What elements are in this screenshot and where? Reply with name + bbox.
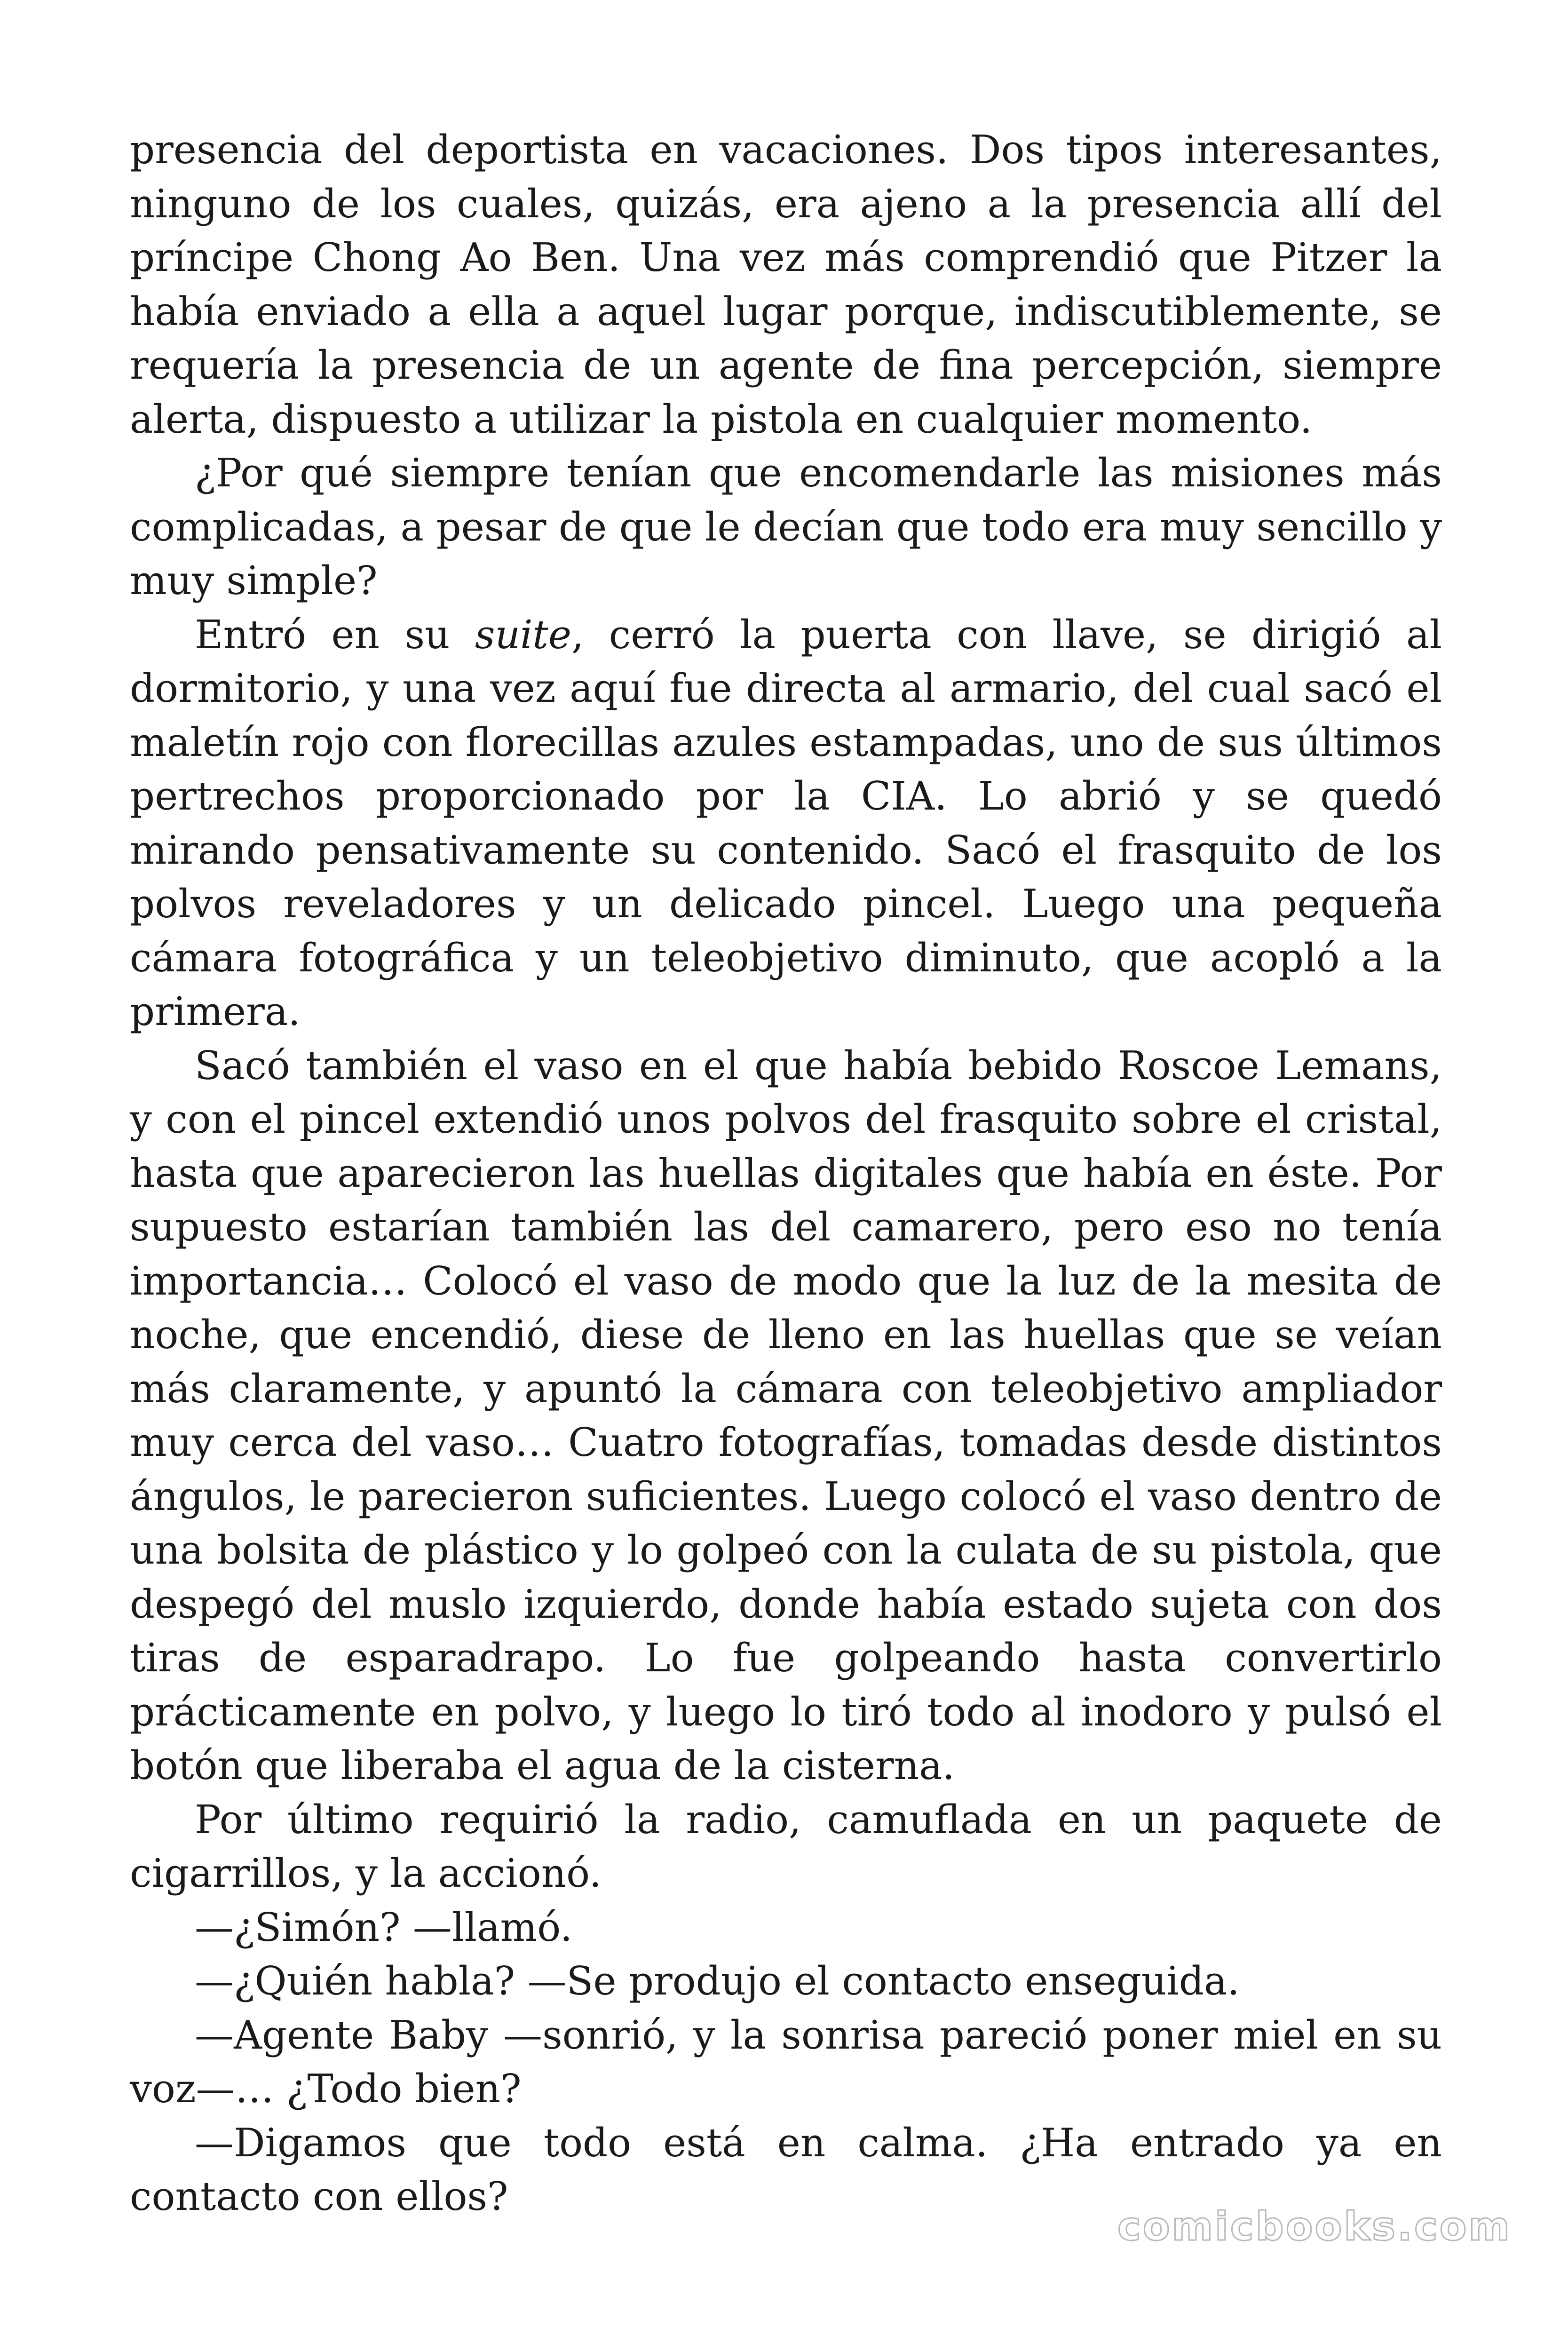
paragraph <box>130 446 1442 608</box>
paragraph-text: —Digamos que todo está en calma. ¿Ha entrado ya en contacto con ellos? <box>130 2120 1442 2219</box>
dialogue-line <box>130 1955 1442 2009</box>
paragraph <box>130 1793 1442 1901</box>
paragraph-text: —¿Quién habla? —Se produjo el contacto enseguida. <box>195 1958 1240 2004</box>
paragraph <box>130 1039 1442 1793</box>
italic-word: suite <box>475 612 571 658</box>
dialogue-line <box>130 2009 1442 2116</box>
paragraph-text: Entró en su <box>195 612 475 658</box>
watermark: comicbooks.com <box>1117 2203 1512 2249</box>
paragraph-text: ¿Por qué siempre tenían que encomendarle las misiones más complicadas, a pesar de que le decían que todo era muy sencillo y muy simple? <box>130 450 1442 604</box>
paragraph <box>130 123 1442 446</box>
paragraph-text: —Agente Baby —sonrió, y la sonrisa pareció poner miel en su voz—… ¿Todo bien? <box>130 2012 1442 2112</box>
dialogue-line <box>130 1901 1442 1955</box>
paragraph-text: , cerró la puerta con llave, se dirigió al dormitorio, y una vez aquí fue directa al armario, del cual sacó el maletín rojo con florecillas azules estampadas, uno de sus últimos pertrechos proporcionado por la CIA. Lo abrió y se quedó mirando pensativamente su contenido. Sacó el frasquito de los polvos reveladores y un delicado pincel. Luego una pequeña cámara fotográfica y un teleobjetivo diminuto, que acopló a la primera. <box>130 612 1442 1034</box>
document-page <box>130 123 1442 2224</box>
paragraph-text: —¿Simón? —llamó. <box>195 1904 573 1950</box>
paragraph <box>130 608 1442 1039</box>
paragraph-text: Por último requirió la radio, camuflada en un paquete de cigarrillos, y la accionó. <box>130 1796 1442 1896</box>
paragraph-text: presencia del deportista en vacaciones. Dos tipos interesantes, ninguno de los cuales, quizás, era ajeno a la presencia allí del príncipe Chong Ao Ben. Una vez más comprendió que Pitzer la había enviado a ella a aquel lugar porque, indiscutiblemente, se requería la presencia de un agente de fina percepción, siempre alerta, dispuesto a utilizar la pistola en cualquier momento. <box>130 127 1442 442</box>
paragraph-text: Sacó también el vaso en el que había bebido Roscoe Lemans, y con el pincel extendió unos polvos del frasquito sobre el cristal, hasta que aparecieron las huellas digitales que había en éste. Por supuesto estarían también las del camarero, pero eso no tenía importancia… Colocó el vaso de modo que la luz de la mesita de noche, que encendió, diese de lleno en las huellas que se veían más claramente, y apuntó la cámara con teleobjetivo ampliador muy cerca del vaso… Cuatro fotografías, tomadas desde distintos ángulos, le parecieron suficientes. Luego colocó el vaso dentro de una bolsita de plástico y lo golpeó con la culata de su pistola, que despegó del muslo izquierdo, donde había estado sujeta con dos tiras de esparadrapo. Lo fue golpeando hasta convertirlo prácticamente en polvo, y luego lo tiró todo al inodoro y pulsó el botón que liberaba el agua de la cisterna. <box>130 1042 1442 1788</box>
